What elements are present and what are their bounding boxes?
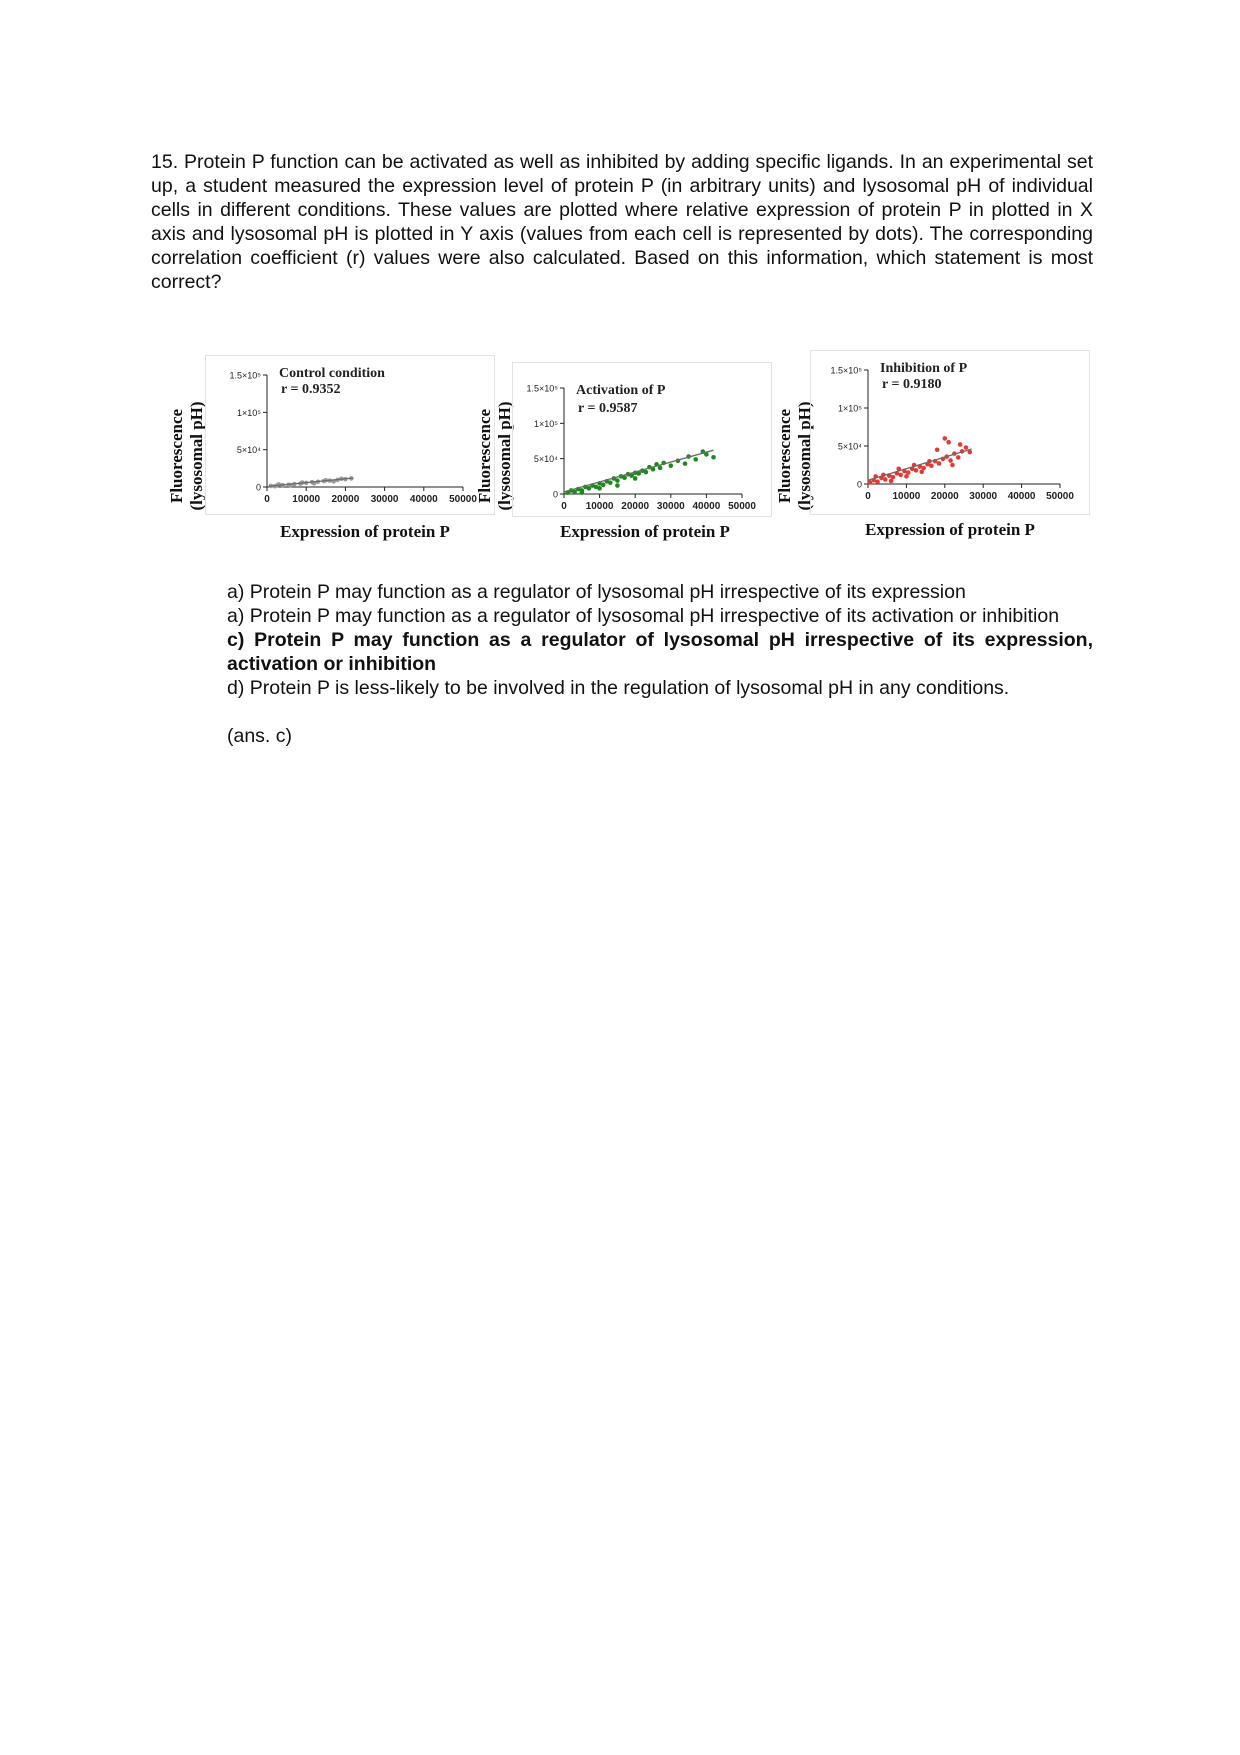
data-point	[956, 455, 961, 460]
trend-line	[564, 450, 714, 492]
y-tick-label: 1.5×10⁵	[526, 383, 558, 394]
y-label-line1: Fluorescence	[475, 408, 494, 504]
data-point	[669, 463, 674, 468]
data-point	[914, 468, 919, 473]
y-tick-label: 0	[856, 479, 862, 490]
y-tick-label: 1×10⁵	[837, 403, 862, 414]
data-point	[964, 445, 969, 450]
y-tick-label: 1×10⁵	[533, 418, 558, 429]
data-point	[601, 483, 606, 488]
chart-title: Inhibition of P	[880, 361, 968, 376]
x-tick-label: 0	[264, 494, 270, 505]
x-tick-label: 40000	[692, 501, 721, 512]
data-point	[904, 474, 909, 479]
question-text: 15. Protein P function can be activated as well as inhibited by adding specific ligands. In an experimental set up, a student measured the expression level of protein P (in arbitrary units) and lysosomal pH of individual cells in different conditions. These values are plotted where relative expression of protein P in plotted in X axis and lysosomal pH is plotted in Y axis (values from each cell is represented by dots). The corresponding correlation coefficient (r) values were also calculated. Based on this information, which statement is most correct?	[151, 151, 1093, 293]
data-point	[937, 461, 942, 466]
x-tick-label: 0	[865, 491, 871, 502]
data-point	[943, 436, 948, 441]
option-c: c) Protein P may function as a regulator of lysosomal pH irrespective of its expression, activation or inhibition	[227, 629, 1093, 675]
data-point	[889, 479, 894, 484]
y-tick-label: 0	[552, 489, 558, 500]
data-point	[883, 477, 888, 482]
x-tick-label: 30000	[969, 491, 998, 502]
chart-panel-control	[205, 355, 495, 515]
data-point	[929, 463, 934, 468]
chart-title: Activation of P	[576, 383, 666, 398]
x-tick-label: 50000	[1046, 491, 1074, 502]
option-a2: a) Protein P may function as a regulator of lysosomal pH irrespective of its activation or inhibition	[227, 605, 1060, 627]
data-point	[580, 490, 585, 495]
data-point	[919, 470, 924, 475]
answer-options	[227, 580, 1093, 748]
data-point	[898, 473, 903, 478]
data-point	[958, 442, 963, 447]
chart-title: Control condition	[279, 366, 385, 381]
x-tick-label: 30000	[370, 494, 399, 505]
answer-key: (ans. c)	[227, 725, 293, 747]
x-axis-title-1: Expression of protein P	[280, 522, 450, 541]
y-label-line2: (lysosomal pH)	[795, 401, 814, 511]
x-tick-label: 10000	[892, 491, 921, 502]
data-point	[711, 455, 716, 460]
x-tick-label: 20000	[621, 501, 650, 512]
y-label-line2: (lysosomal pH)	[495, 401, 514, 511]
data-point	[622, 475, 627, 480]
y-label-line1: Fluorescence	[167, 408, 186, 504]
chart-activation	[512, 362, 772, 517]
data-point	[875, 479, 880, 484]
y-axis-label-1	[167, 391, 207, 521]
data-point	[658, 466, 663, 471]
correlation-label: r = 0.9352	[281, 382, 341, 397]
option-a1: a) Protein P may function as a regulator of lysosomal pH irrespective of its expression	[227, 581, 966, 603]
y-tick-label: 5×10⁴	[837, 441, 862, 452]
y-tick-label: 5×10⁴	[236, 445, 261, 456]
x-axis-title-3: Expression of protein P	[865, 520, 1035, 539]
option-d: d) Protein P is less-likely to be involved in the regulation of lysosomal pH in any conditions.	[227, 677, 1010, 699]
x-tick-label: 40000	[1007, 491, 1036, 502]
chart-inhibition	[810, 350, 1090, 515]
x-tick-label: 20000	[331, 494, 360, 505]
data-point	[633, 476, 638, 481]
x-tick-label: 40000	[409, 494, 438, 505]
data-point	[683, 461, 688, 466]
y-tick-label: 1.5×10⁵	[830, 365, 862, 376]
data-point	[946, 440, 951, 445]
y-axis-label-2	[475, 391, 515, 521]
chart-control	[205, 355, 495, 515]
y-tick-label: 1.5×10⁵	[229, 370, 261, 381]
x-tick-label: 20000	[930, 491, 959, 502]
chart-panel-activation	[512, 362, 772, 517]
chart-panel-inhibition	[810, 350, 1090, 515]
data-point	[608, 480, 613, 485]
y-tick-label: 5×10⁴	[533, 454, 558, 465]
data-point	[950, 463, 955, 468]
y-tick-label: 1×10⁵	[236, 407, 261, 418]
data-point	[868, 480, 873, 485]
data-point	[693, 457, 698, 462]
y-label-line2: (lysosomal pH)	[187, 401, 206, 511]
data-point	[644, 470, 649, 475]
trend-line	[269, 478, 353, 486]
trend-line	[868, 449, 972, 480]
correlation-label: r = 0.9180	[882, 377, 942, 392]
y-tick-label: 0	[255, 482, 261, 493]
x-tick-label: 30000	[656, 501, 685, 512]
figure	[160, 350, 1090, 550]
data-point	[615, 478, 620, 483]
x-tick-label: 50000	[728, 501, 756, 512]
y-axis-label-3	[775, 391, 815, 521]
data-point	[597, 486, 602, 491]
x-tick-label: 0	[561, 501, 567, 512]
data-point	[948, 458, 953, 463]
correlation-label: r = 0.9587	[578, 401, 638, 416]
data-point	[615, 483, 620, 488]
x-tick-label: 10000	[585, 501, 614, 512]
x-tick-label: 10000	[292, 494, 321, 505]
y-label-line1: Fluorescence	[775, 408, 794, 504]
x-tick-label: 50000	[449, 494, 477, 505]
x-axis-title-2: Expression of protein P	[560, 522, 730, 541]
data-point	[935, 448, 940, 453]
